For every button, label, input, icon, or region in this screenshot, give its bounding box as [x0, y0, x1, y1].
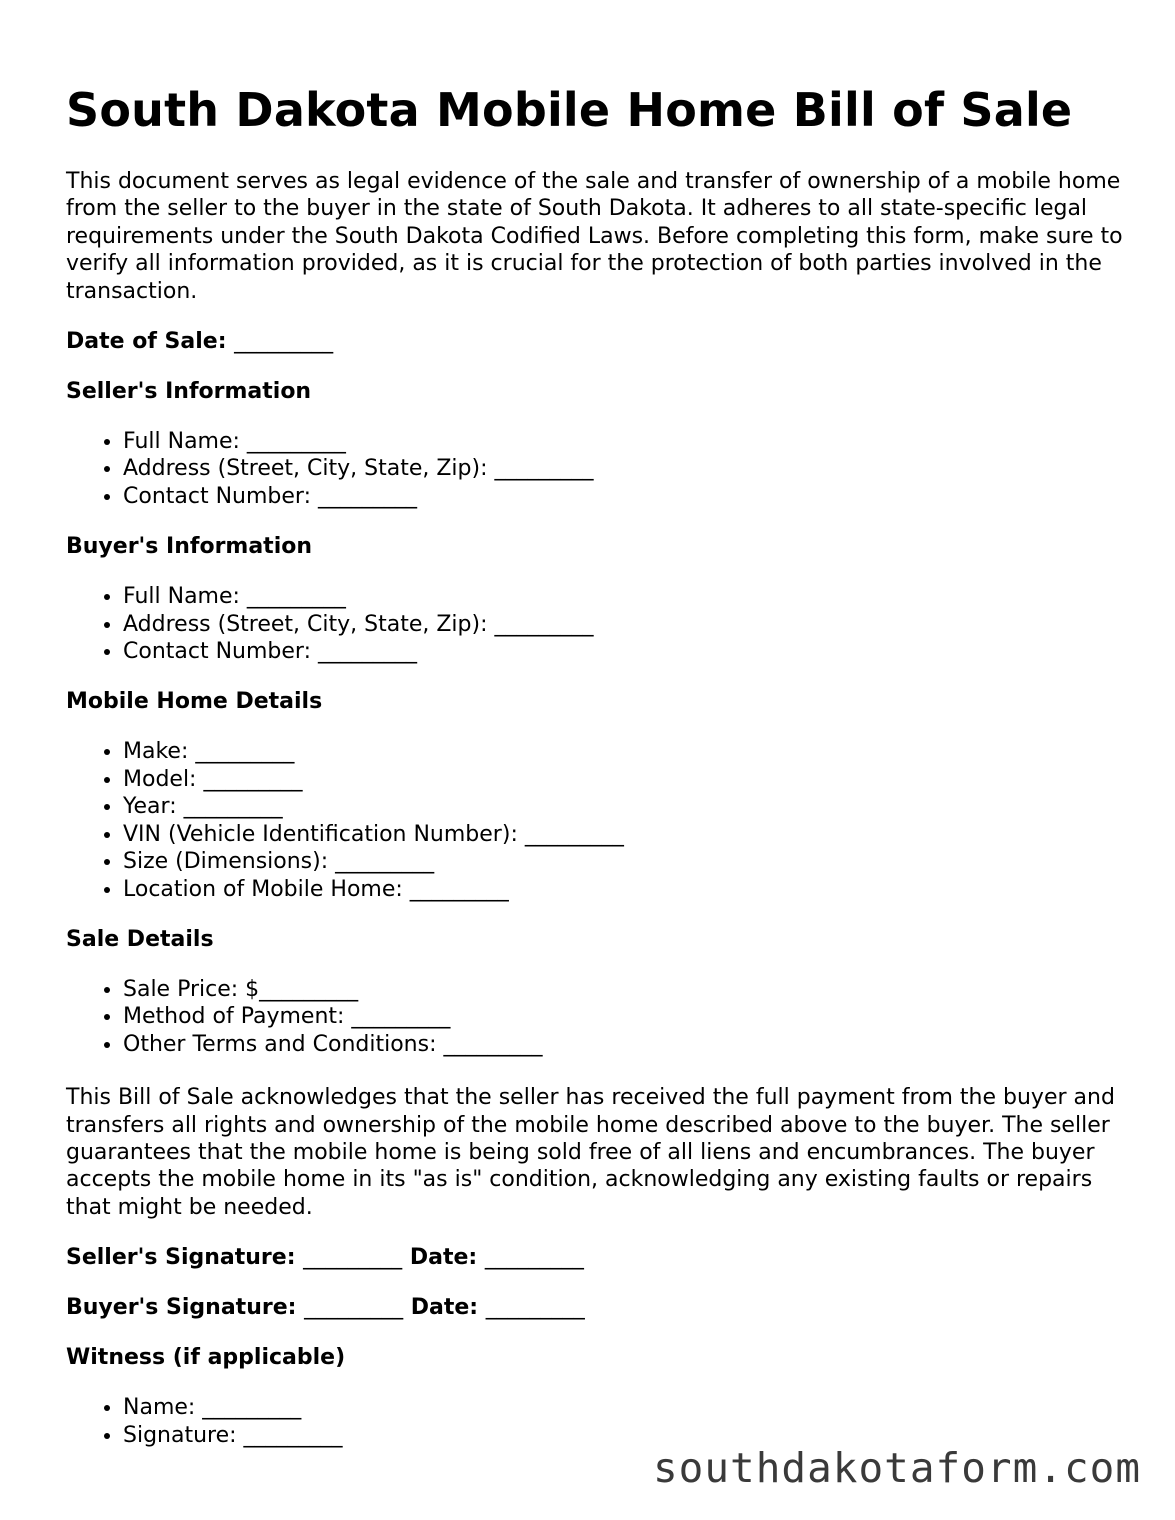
- seller-full-name[interactable]: • Full Name: _________: [123, 428, 1126, 455]
- sale-details-list: [66, 976, 1126, 1058]
- home-location[interactable]: • Location of Mobile Home: _________: [123, 876, 1126, 903]
- date-of-sale-label: Date of Sale:: [66, 329, 227, 355]
- seller-date-label: Date:: [409, 1245, 478, 1271]
- buyer-signature-blank[interactable]: _________: [304, 1295, 404, 1321]
- home-details-list: [66, 738, 1126, 902]
- witness-heading: Witness (if applicable): [66, 1345, 346, 1371]
- intro-paragraph: This document serves as legal evidence of the sale and transfer of ownership of a mobile home from the seller to the buyer in the state of South Dakota. It adheres to all state-specific legal requirements under the South Dakota Codified Laws. Before completing this form, make sure to verify all information provided, as it is crucial for the protection of both parties involved in the transaction.: [66, 169, 1123, 304]
- date-of-sale-line: [66, 328, 1126, 355]
- seller-date-blank[interactable]: _________: [484, 1245, 584, 1271]
- page-title: South Dakota Mobile Home Bill of Sale: [66, 83, 1073, 137]
- sale-details-heading: Sale Details: [66, 926, 214, 952]
- home-vin[interactable]: • VIN (Vehicle Identification Number): _________: [123, 821, 1126, 848]
- home-make[interactable]: • Make: _________: [123, 738, 1126, 765]
- seller-signature-blank[interactable]: _________: [303, 1245, 403, 1271]
- document-page: [66, 78, 1126, 1449]
- seller-heading: Seller's Information: [66, 379, 312, 405]
- seller-signature-line: [66, 1244, 1126, 1271]
- sale-price[interactable]: • Sale Price: $_________: [123, 976, 1126, 1003]
- witness-signature[interactable]: • Signature: _________: [123, 1422, 1126, 1449]
- other-terms[interactable]: • Other Terms and Conditions: _________: [123, 1031, 1126, 1058]
- date-of-sale-blank[interactable]: _________: [234, 329, 334, 355]
- home-size[interactable]: • Size (Dimensions): _________: [123, 848, 1126, 875]
- payment-method[interactable]: • Method of Payment: _________: [123, 1003, 1126, 1030]
- buyer-list: [66, 583, 1126, 665]
- buyer-date-label: Date:: [410, 1295, 479, 1321]
- home-model[interactable]: • Model: _________: [123, 766, 1126, 793]
- buyer-signature-line: [66, 1294, 1126, 1321]
- home-year[interactable]: • Year: _________: [123, 793, 1126, 820]
- seller-list: [66, 428, 1126, 510]
- buyer-full-name[interactable]: • Full Name: _________: [123, 583, 1126, 610]
- buyer-signature-label: Buyer's Signature:: [66, 1295, 297, 1321]
- home-details-heading: Mobile Home Details: [66, 689, 323, 715]
- buyer-heading: Buyer's Information: [66, 534, 313, 560]
- acknowledgment-paragraph: This Bill of Sale acknowledges that the seller has received the full payment from the buyer and transfers all rights and ownership of the mobile home described above to the buyer. The seller guarantees that the mobile home is being sold free of all liens and encumbrances. The buyer accepts the mobile home in its "as is" condition, acknowledging any existing faults or repairs that might be needed.: [66, 1085, 1115, 1220]
- witness-name[interactable]: • Name: _________: [123, 1394, 1126, 1421]
- witness-list: [66, 1394, 1126, 1449]
- buyer-address[interactable]: • Address (Street, City, State, Zip): _________: [123, 611, 1126, 638]
- seller-contact-number[interactable]: • Contact Number: _________: [123, 483, 1126, 510]
- buyer-date-blank[interactable]: _________: [485, 1295, 585, 1321]
- buyer-contact-number[interactable]: • Contact Number: _________: [123, 638, 1126, 665]
- seller-address[interactable]: • Address (Street, City, State, Zip): _________: [123, 455, 1126, 482]
- seller-signature-label: Seller's Signature:: [66, 1245, 296, 1271]
- watermark: southdakotaform.com: [653, 1444, 1141, 1492]
